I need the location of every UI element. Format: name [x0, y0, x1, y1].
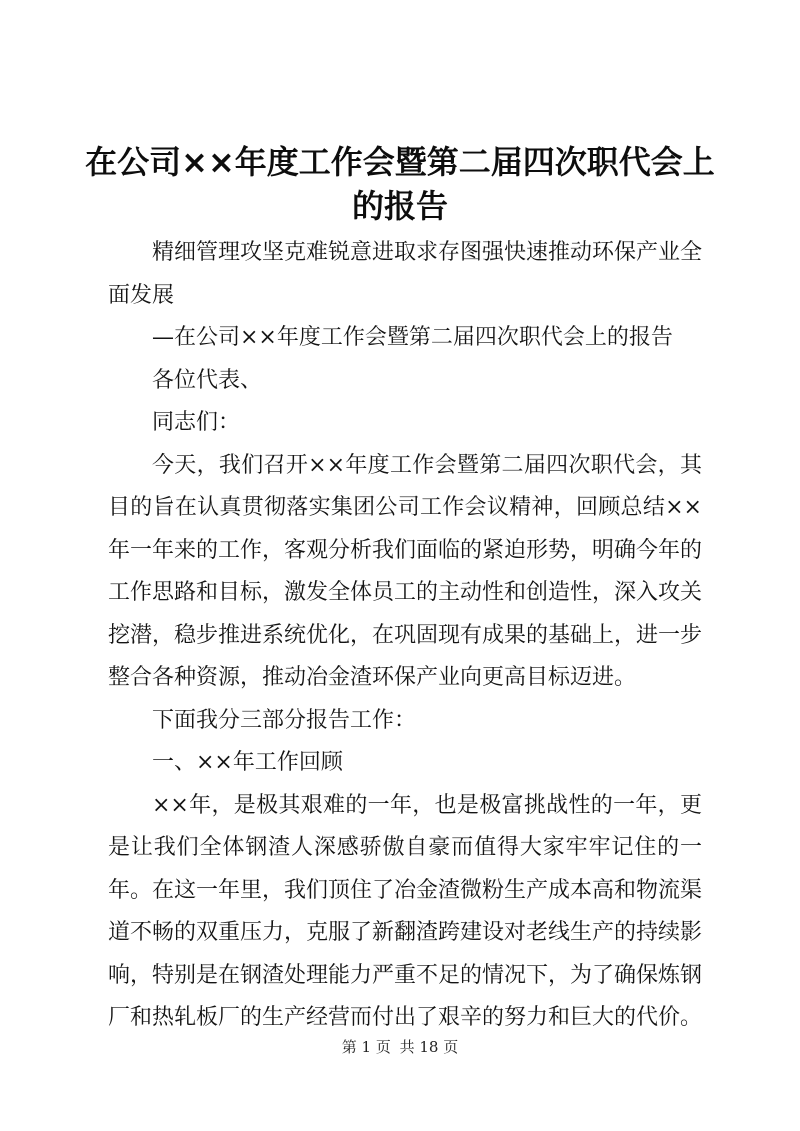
body-paragraph: ××年，是极其艰难的一年，也是极富挑战性的一年，更是让我们全体钢渣人深感骄傲自豪而值得大家牢牢记住的一年。在这一年里，我们顶住了冶金渣微粉生产成本高和物流渠道不畅的双重压力，克服了新翻渣跨建设对老线生产的持续影响，特别是在钢渣处理能力严重不足的情况下，为了确保炼钢厂和热轧板厂的生产经营而付出了艰辛的努力和巨大的代价。 [108, 792, 703, 1030]
subtitle-paragraph: 精细管理攻坚克难锐意进取求存图强快速推动环保产业全面发展 [108, 240, 703, 308]
salutation-paragraph: 同志们： [152, 410, 241, 435]
section-heading: 一、××年工作回顾 [152, 750, 343, 775]
document-body [108, 232, 702, 1040]
document-title: 在公司××年度工作会暨第二届四次职代会上的报告 [85, 143, 715, 225]
body-paragraph: 下面我分三部分报告工作： [152, 707, 417, 733]
body-paragraph: 今天，我们召开××年度工作会暨第二届四次职代会，其目的旨在认真贯彻落实集团公司工作会议精神，回顾总结××年一年来的工作，客观分析我们面临的紧迫形势，明确今年的工作思路和目标，激发全体员工的主动性和创造性，深入攻关挖潜，稳步推进系统优化，在巩固现有成果的基础上，进一步整合各种资源，推动冶金渣环保产业向更高目标迈进。 [108, 452, 703, 690]
subtitle-source-paragraph: —在公司××年度工作会暨第二届四次职代会上的报告 [152, 325, 673, 350]
page-footer [0, 1037, 800, 1057]
page-number: 第 1 页 [341, 1038, 391, 1056]
salutation-paragraph: 各位代表、 [152, 367, 263, 393]
page-total: 共 18 页 [399, 1038, 459, 1056]
